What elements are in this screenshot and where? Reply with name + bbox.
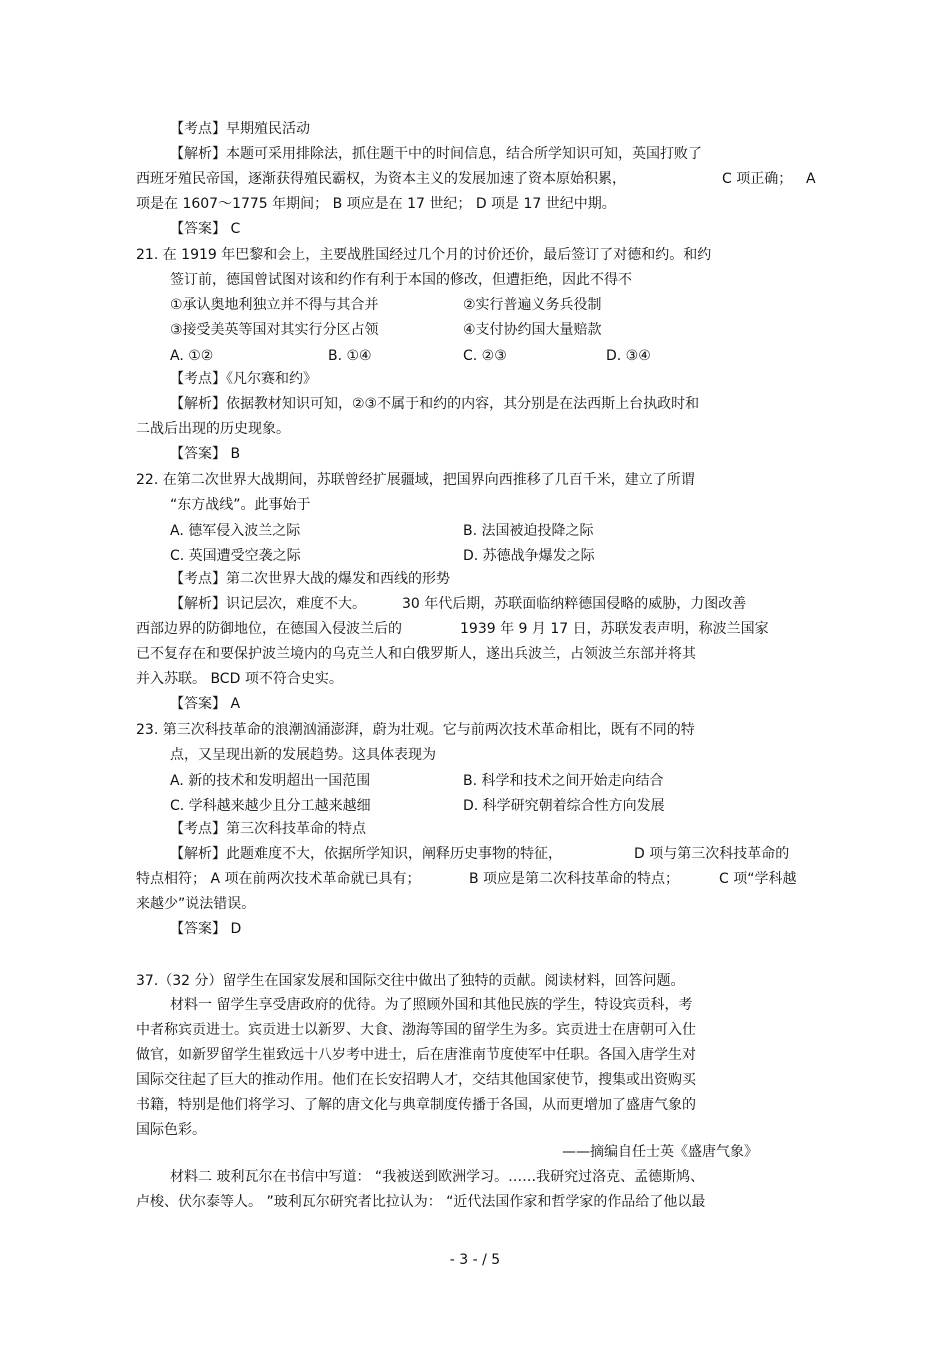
citation: ——摘编自任士英《盛唐气象》 — [562, 1144, 758, 1160]
question-text: 签订前，德国曾试图对该和约作有利于本国的修改，但遭拒绝，因此不得不 — [170, 272, 632, 288]
material-two: 材料二 玻利瓦尔在书信中写道： “我被送到欧洲学习。……我研究过洛克、孟德斯鸠、 — [170, 1169, 705, 1185]
statement-3: ③接受美英等国对其实行分区占领 — [170, 322, 379, 338]
question-22: 22. 在第二次世界大战期间，苏联曾经扩展疆域，把国界向西推移了几百千米，建立了所谓 — [136, 472, 695, 488]
kaodian-line: 【考点】第二次世界大战的爆发和西线的形势 — [170, 571, 450, 587]
text-line: 国际色彩。 — [136, 1122, 206, 1138]
option-d: D. ③④ — [606, 348, 651, 364]
text-line: 西班牙殖民帝国，逐渐获得殖民霸权，为资本主义的发展加速了资本原始积累， — [136, 171, 626, 187]
text-fragment: B 项应是第二次科技革命的特点； — [469, 871, 680, 887]
option-d: D. 科学研究朝着综合性方向发展 — [463, 798, 665, 814]
option-a: A. 德军侵入波兰之际 — [170, 523, 301, 539]
text-line: 书籍，特别是他们将学习、了解的唐文化与典章制度传播于各国，从而更增加了盛唐气象的 — [136, 1097, 696, 1113]
text-line: 国际交往起了巨大的推动作用。他们在长安招聘人才，交结其他国家使节，搜集或出资购买 — [136, 1072, 696, 1088]
question-text: “东方战线”。此事始于 — [170, 497, 311, 513]
text-line: 来越少”说法错误。 — [136, 896, 256, 912]
jiexi-line: 【解析】此题难度不大，依据所学知识，阐释历史事物的特征， — [170, 846, 562, 862]
jiexi-line: 【解析】本题可采用排除法，抓住题干中的时间信息，结合所学知识可知，英国打败了 — [170, 146, 702, 162]
text-fragment: 1939 年 9 月 17 日，苏联发表声明，称波兰国家 — [460, 621, 769, 637]
text-line: 特点相符； A 项在前两次技术革命就已具有； — [136, 871, 421, 887]
jiexi-line: 【解析】识记层次，难度不大。 — [170, 596, 366, 612]
answer-line: 【答案】 B — [170, 446, 241, 462]
statement-2: ②实行普遍义务兵役制 — [463, 297, 602, 313]
option-b: B. 法国被迫投降之际 — [463, 523, 594, 539]
question-21: 21. 在 1919 年巴黎和会上，主要战胜国经过几个月的讨价还价，最后签订了对德和约。和约 — [136, 247, 712, 263]
jiexi-line: 【解析】依据教材知识可知，②③不属于和约的内容，其分别是在法西斯上台执政时和 — [170, 396, 700, 412]
text-line: 西部边界的防御地位，在德国入侵波兰后的 — [136, 621, 402, 637]
page-number: - 3 - / 5 — [449, 1252, 501, 1268]
text-line: 卢梭、伏尔泰等人。 ”玻利瓦尔研究者比拉认为： “近代法国作家和哲学家的作品给了他以最 — [136, 1194, 706, 1210]
question-23: 23. 第三次科技革命的浪潮汹涌澎湃，蔚为壮观。它与前两次技术革命相比，既有不同的特 — [136, 722, 695, 738]
kaodian-line: 【考点】《凡尔赛和约》 — [170, 371, 317, 387]
option-c: C. ②③ — [463, 348, 507, 364]
option-a: A. ①② — [170, 348, 214, 364]
text-line: 项是在 1607～1775 年期间； B 项应是在 17 世纪； D 项是 17 世纪中期。 — [136, 196, 616, 212]
answer-line: 【答案】 A — [170, 696, 241, 712]
answer-line: 【答案】 C — [170, 221, 241, 237]
text-fragment: C 项正确； — [722, 171, 793, 187]
text-fragment: D 项与第三次科技革命的 — [634, 846, 790, 862]
option-b: B. ①④ — [328, 348, 372, 364]
text-fragment: C 项“学科越 — [719, 871, 797, 887]
material-one: 材料一 留学生享受唐政府的优待。为了照顾外国和其他民族的学生，特设宾贡科，考 — [170, 997, 693, 1013]
statement-4: ④支付协约国大量赔款 — [463, 322, 602, 338]
option-d: D. 苏德战争爆发之际 — [463, 548, 595, 564]
text-line: 二战后出现的历史现象。 — [136, 421, 290, 437]
kaodian-line: 【考点】第三次科技革命的特点 — [170, 821, 366, 837]
answer-line: 【答案】 D — [170, 921, 242, 937]
text-line: 已不复存在和要保护波兰境内的乌克兰人和白俄罗斯人，遂出兵波兰，占领波兰东部并将其 — [136, 646, 696, 662]
question-text: 点，又呈现出新的发展趋势。这具体表现为 — [170, 747, 436, 763]
option-b: B. 科学和技术之间开始走向结合 — [463, 773, 664, 789]
text-line: 并入苏联。 BCD 项不符合史实。 — [136, 671, 343, 687]
option-c: C. 英国遭受空袭之际 — [170, 548, 301, 564]
option-c: C. 学科越来越少且分工越来越细 — [170, 798, 371, 814]
text-fragment: 30 年代后期，苏联面临纳粹德国侵略的威胁，力图改善 — [402, 596, 747, 612]
text-line: 做官，如新罗留学生崔致远十八岁考中进士，后在唐淮南节度使军中任职。各国入唐学生对 — [136, 1047, 696, 1063]
option-a: A. 新的技术和发明超出一国范围 — [170, 773, 371, 789]
question-37: 37.（32 分）留学生在国家发展和国际交往中做出了独特的贡献。阅读材料，回答问题。 — [136, 973, 685, 989]
kaodian-line: 【考点】早期殖民活动 — [170, 121, 310, 137]
statement-1: ①承认奥地利独立并不得与其合并 — [170, 297, 379, 313]
text-line: 中者称宾贡进士。宾贡进士以新罗、大食、渤海等国的留学生为多。宾贡进士在唐朝可入仕 — [136, 1022, 696, 1038]
text-fragment: A — [806, 171, 816, 187]
